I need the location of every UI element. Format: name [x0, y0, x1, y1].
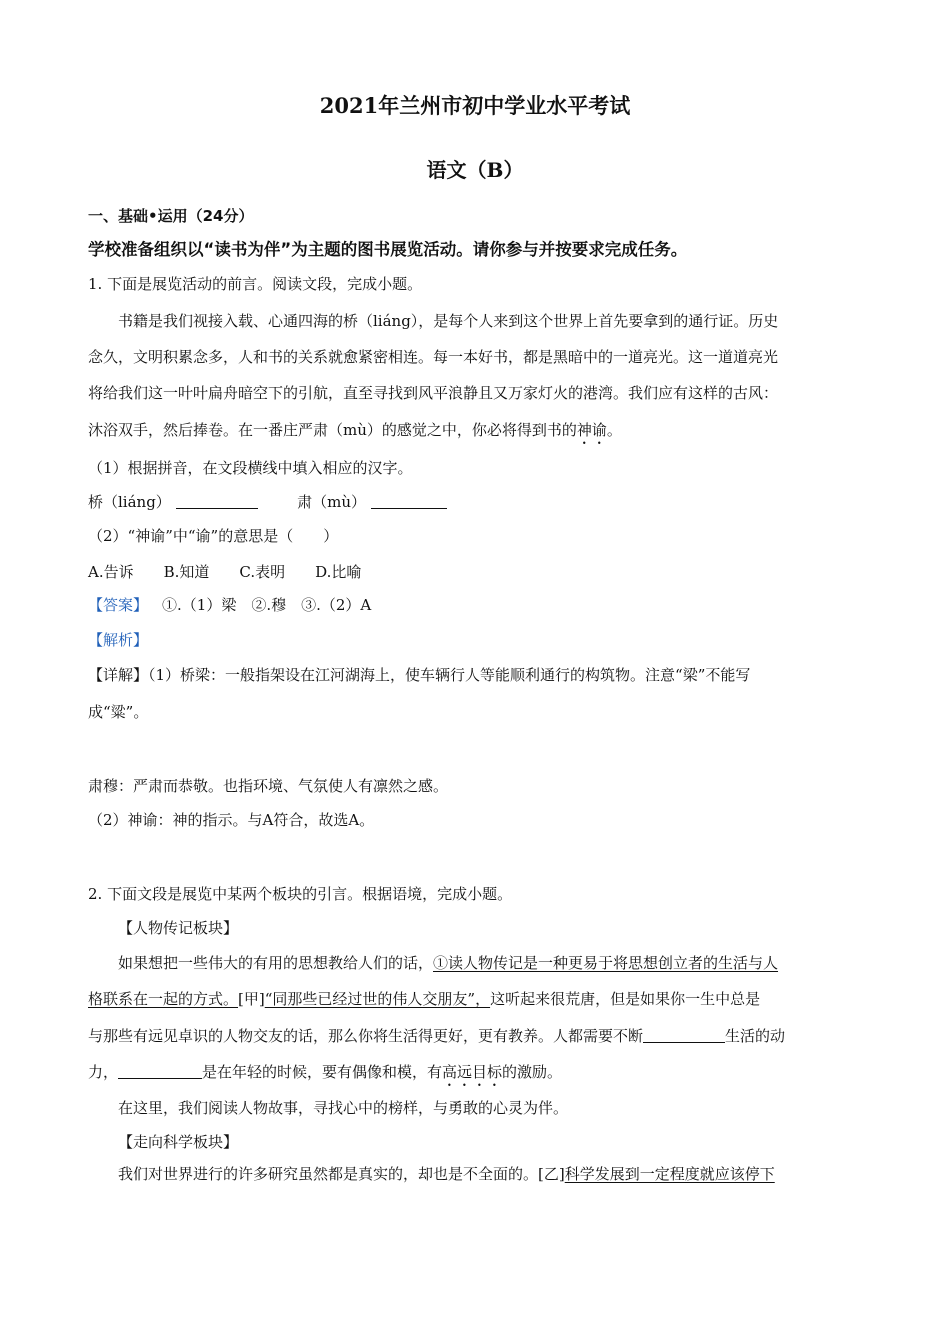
- answer-tag: 【答案】: [88, 596, 149, 614]
- detail-line-4: （2）神谕：神的指示。与A符合，故选A。: [88, 811, 375, 829]
- analysis-tag: 【解析】: [88, 631, 149, 649]
- fill-blank-1[interactable]: [643, 1026, 725, 1043]
- q1-answer: [88, 595, 371, 615]
- emphasized-word: 高远目标: [442, 1063, 503, 1081]
- question-1-stem: 1. 下面是展览活动的前言。阅读文段，完成小题。: [88, 275, 423, 293]
- q1-passage-line-4: [88, 420, 622, 448]
- page-subtitle: 语文（B）: [426, 158, 524, 182]
- question-2-stem: 2. 下面文段是展览中某两个板块的引言。根据语境，完成小题。: [88, 885, 513, 903]
- q2-text: 与那些有远见卓识的人物交友的话，那么你将生活得更好，更有教养。人都需要不断: [88, 1027, 644, 1045]
- q1-sub-question-2: （2）“神谕”中“谕”的意思是（ ）: [88, 527, 339, 545]
- q1-passage-end: 。: [606, 421, 622, 439]
- q2-text: 的激励。: [502, 1063, 563, 1081]
- q2-passage-line-4: [88, 1062, 562, 1090]
- q1-passage-line-3: 将给我们这一叶叶扁舟暗空下的引航，直至寻找到风平浪静且又万家灯火的港湾。我们应有这样的古风：: [88, 384, 779, 402]
- detail-line-3: 肃穆：严肃而恭敬。也指环境、气氛使人有凛然之感。: [88, 777, 449, 795]
- underlined-quote: “同那些已经过世的伟人交朋友”，: [264, 990, 491, 1008]
- fill-blank-2[interactable]: [118, 1062, 202, 1079]
- answer-text: ①.（1）梁 ②.穆 ③.（2）A: [162, 596, 372, 614]
- option-c: C.表明: [239, 563, 286, 581]
- q1-passage-line-4-text: 沐浴双手，然后捧卷。在一番庄严肃（mù）的感觉之中，你必将得到书的: [88, 421, 577, 439]
- emphasized-word: 神谕: [576, 421, 607, 439]
- q1-options: [88, 562, 361, 582]
- underlined-sentence-1-end: 格联系在一起的方式。: [88, 990, 239, 1008]
- q2-passage-line-5: 在这里，我们阅读人物故事，寻找心中的榜样，与勇敢的心灵为伴。: [118, 1099, 569, 1117]
- page-title: 2021年兰州市初中学业水平考试: [319, 93, 631, 118]
- q1-passage-line-2: 念久，文明积累念多，人和书的关系就愈紧密相连。每一本好书，都是黑暗中的一道亮光。这一道道亮光: [88, 348, 779, 366]
- underlined-sentence-1: ①读人物传记是一种更易于将思想创立者的生活与人: [433, 954, 779, 972]
- q2-passage-line-1: [118, 953, 778, 973]
- q2-text: 我们对世界进行的许多研究虽然都是真实的，却也是不全面的。[乙]: [118, 1165, 565, 1183]
- fill-label-b: 肃（mù）: [297, 493, 367, 511]
- fill-blank-b[interactable]: [371, 492, 447, 509]
- q2-text: 如果想把一些伟大的有用的思想教给人们的话，: [118, 954, 434, 972]
- option-d: D.比喻: [315, 563, 362, 581]
- q1-sub-question-1: （1）根据拼音，在文段横线中填入相应的汉字。: [88, 459, 413, 477]
- q2-text: 是在年轻的时候，要有偶像和模，有: [202, 1063, 443, 1081]
- marker-jia: [甲]: [238, 990, 265, 1008]
- detail-line-1: 【详解】（1）桥梁：一般指架设在江河湖海上，使车辆行人等能顺利通行的构筑物。注意“梁”不能写: [88, 666, 751, 684]
- fill-label-a: 桥（liáng）: [88, 493, 171, 511]
- q2-passage-line-2: [88, 989, 760, 1009]
- q2-passage-line-6: [118, 1164, 775, 1184]
- q1-passage-line-1: 书籍是我们视接入载、心通四海的桥（liáng），是每个人来到这个世界上首先要拿到的通行证。历史: [118, 312, 779, 330]
- option-a: A.告诉: [88, 563, 134, 581]
- q1-fill-line: [88, 492, 447, 512]
- q2-text: 力，: [88, 1063, 119, 1081]
- q2-text: 生活的动: [725, 1027, 786, 1045]
- q2-text: 这听起来很荒唐，但是如果你一生中总是: [490, 990, 761, 1008]
- block2-title: 【走向科学板块】: [118, 1133, 239, 1151]
- detail-line-2: 成“粱”。: [88, 703, 149, 721]
- q2-passage-line-3: [88, 1026, 785, 1046]
- fill-blank-a[interactable]: [176, 492, 258, 509]
- underlined-sentence-yi: 科学发展到一定程度就应该停下: [564, 1165, 775, 1183]
- section-task: 学校准备组织以“读书为伴”为主题的图书展览活动。请你参与并按要求完成任务。: [88, 240, 688, 259]
- option-b: B.知道: [163, 563, 210, 581]
- section-heading: 一、基础•运用（24分）: [88, 207, 254, 225]
- block1-title: 【人物传记板块】: [118, 919, 239, 937]
